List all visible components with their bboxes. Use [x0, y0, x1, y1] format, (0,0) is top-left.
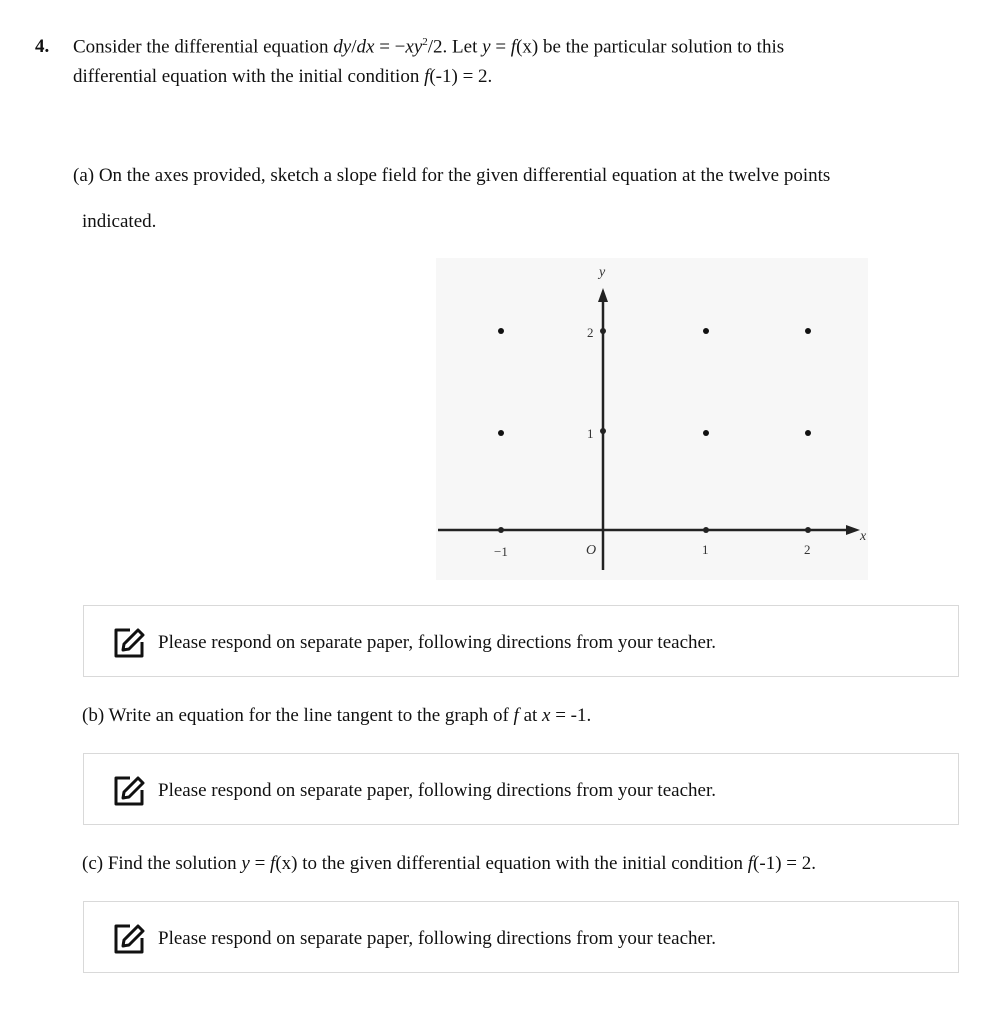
y-tick-label: 2	[587, 325, 594, 340]
x-tick-mark	[498, 527, 504, 533]
edit-icon	[112, 774, 146, 808]
x-tick-label: 2	[804, 542, 811, 557]
response-box-a[interactable]	[83, 605, 959, 677]
field-point	[703, 328, 709, 334]
x-tick-mark	[805, 527, 811, 533]
y-tick-mark	[600, 328, 606, 334]
question-number: 4.	[35, 36, 50, 57]
response-instruction: Please respond on separate paper, following directions from your teacher.	[158, 928, 716, 949]
edit-icon	[112, 626, 146, 660]
x-tick-mark	[703, 527, 709, 533]
y-tick-mark	[600, 428, 606, 434]
x-axis-label: x	[860, 529, 867, 544]
part-b-text: (b) Write an equation for the line tangent to the graph of f at x = -1.	[82, 705, 592, 726]
response-instruction: Please respond on separate paper, following directions from your teacher.	[158, 632, 716, 653]
y-tick-label: 1	[587, 426, 594, 441]
field-point	[703, 430, 709, 436]
x-tick-label: −1	[494, 544, 508, 559]
response-box-c[interactable]	[83, 901, 959, 973]
y-axis-label: y	[599, 265, 606, 280]
field-point	[805, 430, 811, 436]
x-tick-label: 1	[702, 542, 709, 557]
response-instruction: Please respond on separate paper, following directions from your teacher.	[158, 780, 716, 801]
question-text-line1: Consider the differential equation $dy/dx = -xy^2/2$. Let y = f(x) be the particular solution to this	[73, 36, 785, 58]
field-point	[805, 328, 811, 334]
part-c-text: (c) Find the solution y = f(x) to the given differential equation with the initial condition f(-1) = 2.	[82, 853, 816, 874]
field-point	[498, 328, 504, 334]
part-a-line2: indicated.	[82, 211, 157, 232]
edit-icon	[112, 922, 146, 956]
field-point	[498, 430, 504, 436]
part-a-line1: (a) On the axes provided, sketch a slope field for the given differential equation at the twelve points	[73, 165, 831, 186]
question-text-line2: differential equation with the initial condition f(-1) = 2.	[73, 66, 493, 87]
origin-label: O	[586, 543, 597, 558]
response-box-b[interactable]	[83, 753, 959, 825]
slope-field-axes	[436, 258, 868, 580]
